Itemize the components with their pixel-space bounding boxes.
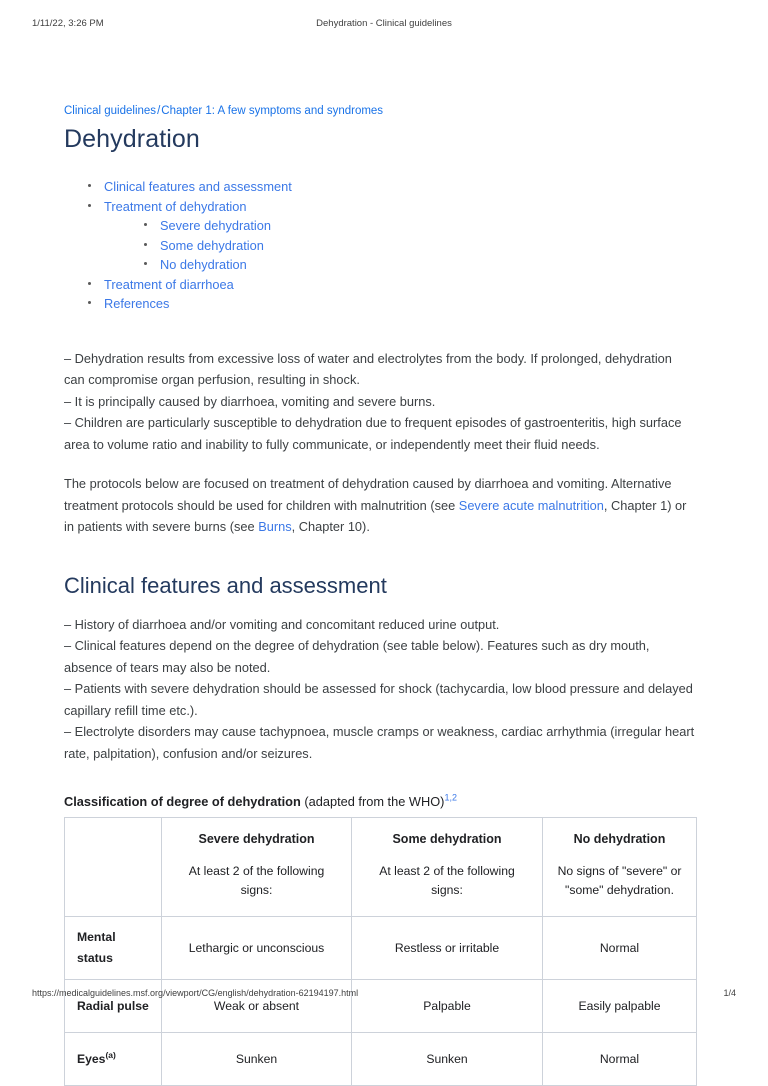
breadcrumb <box>64 104 696 119</box>
bullet-icon <box>88 301 91 304</box>
table-header-none <box>543 818 697 917</box>
clinical-line-2: – Clinical features depend on the degree of dehydration (see table below). Features such as dry mouth, absence of tears may also be noted. <box>64 638 650 675</box>
print-header <box>0 18 768 34</box>
header-title: No dehydration <box>573 832 666 846</box>
toc-item-treatment-of-diarrhoea[interactable] <box>88 275 696 295</box>
table-header-some <box>352 818 543 917</box>
clinical-line-4: – Electrolyte disorders may cause tachypnoea, muscle cramps or weakness, cardiac arrhythmia (irregular heart rate, palpitation), confusion and/or seizures. <box>64 724 695 761</box>
toc-item-no-dehydration[interactable] <box>144 255 696 275</box>
table-row <box>65 1033 697 1086</box>
toc-sublist <box>104 216 696 275</box>
severe-acute-malnutrition-link[interactable]: Severe acute malnutrition <box>458 497 604 513</box>
toc-item-references[interactable] <box>88 294 696 314</box>
table-head <box>65 818 697 917</box>
dehydration-classification-table <box>64 817 697 1086</box>
protocols-text-part-2: , Chapter 1) or in patients with severe burns (see <box>64 497 687 534</box>
header-title: Severe dehydration <box>198 832 315 846</box>
intro-paragraph-group <box>64 348 696 456</box>
header-title: Some dehydration <box>392 832 502 846</box>
table-clip-region <box>64 817 696 1066</box>
cell-severe: Weak or absent <box>162 980 352 1033</box>
protocols-text-part-1: The protocols below are focused on treatment of dehydration caused by diarrhoea and vomiting. Alternative treatment protocols should be used for children with malnutrition (see <box>64 476 672 513</box>
toc-item-treatment-of-dehydration[interactable] <box>88 197 696 275</box>
cell-some: Palpable <box>352 980 543 1033</box>
bullet-icon <box>88 204 91 207</box>
table-caption-normal: (adapted from the WHO) <box>300 794 445 809</box>
table-caption-strong: Classification of degree of dehydration <box>64 794 301 809</box>
toc-item-severe-dehydration[interactable] <box>144 216 696 236</box>
row-label-eyes <box>65 1033 162 1086</box>
clinical-features-paragraph-group <box>64 614 696 765</box>
toc-item-clinical-features[interactable] <box>88 177 696 197</box>
toc-item-some-dehydration[interactable] <box>144 236 696 256</box>
print-timestamp: 1/11/22, 3:26 PM <box>32 18 104 29</box>
toc-link[interactable]: No dehydration <box>160 257 247 272</box>
row-label-text: Eyes <box>77 1051 106 1066</box>
toc-link[interactable]: Clinical features and assessment <box>104 179 292 194</box>
page-title: Dehydration <box>64 125 200 153</box>
bullet-icon <box>88 282 91 285</box>
print-url: https://medicalguidelines.msf.org/viewport/CG/english/dehydration-62194197.html <box>32 988 359 998</box>
intro-line-2: – It is principally caused by diarrhoea, vomiting and severe burns. <box>64 393 436 409</box>
print-document-title: Dehydration - Clinical guidelines <box>316 18 452 29</box>
header-subtitle: No signs of "severe" or "some" dehydration. <box>557 864 682 897</box>
clinical-line-1: – History of diarrhoea and/or vomiting and concomitant reduced urine output. <box>64 616 500 632</box>
cell-none: Easily palpable <box>543 980 697 1033</box>
bullet-icon <box>144 243 147 246</box>
table-header-empty <box>65 818 162 917</box>
toc-link[interactable]: Severe dehydration <box>160 218 271 233</box>
cell-some: Sunken <box>352 1033 543 1086</box>
clinical-line-3: – Patients with severe dehydration should be assessed for shock (tachycardia, low blood pressure and delayed capillary refill time etc.). <box>64 681 693 718</box>
table-row <box>65 917 697 980</box>
section-heading-clinical-features: Clinical features and assessment <box>64 572 387 598</box>
toc-link[interactable]: Treatment of dehydration <box>104 198 247 214</box>
print-page-number: 1/4 <box>723 988 736 998</box>
toc-link[interactable]: References <box>104 296 170 311</box>
table-header-severe <box>162 818 352 917</box>
breadcrumb-chapter-link[interactable]: Chapter 1: A few symptoms and syndromes <box>161 105 384 117</box>
bullet-icon <box>144 223 147 226</box>
footnote-marker-a: (a) <box>105 1049 116 1060</box>
header-subtitle: At least 2 of the following signs: <box>188 864 325 897</box>
cell-none: Normal <box>543 1033 697 1086</box>
cell-some: Restless or irritable <box>352 917 543 980</box>
print-footer <box>0 988 768 1002</box>
table-header-row <box>65 818 697 917</box>
toc-link[interactable]: Treatment of diarrhoea <box>104 276 234 292</box>
row-label-mental-status: Mental status <box>65 917 162 980</box>
protocols-paragraph <box>64 473 696 538</box>
cell-severe: Lethargic or unconscious <box>162 917 352 980</box>
toc-link[interactable]: Some dehydration <box>160 237 264 253</box>
bullet-icon <box>88 184 91 187</box>
cell-severe: Sunken <box>162 1033 352 1086</box>
burns-link[interactable]: Burns <box>258 519 292 534</box>
protocols-text-part-3: , Chapter 10). <box>291 519 370 534</box>
row-label-radial-pulse: Radial pulse <box>65 980 162 1033</box>
page-content <box>64 104 696 1066</box>
reference-superscript-link[interactable]: 1,2 <box>444 792 457 803</box>
protocols-text <box>64 473 696 538</box>
table-caption <box>64 792 696 811</box>
breadcrumb-separator: / <box>157 105 161 117</box>
breadcrumb-root-link[interactable]: Clinical guidelines <box>64 105 157 117</box>
cell-none: Normal <box>543 917 697 980</box>
intro-line-1: – Dehydration results from excessive loss of water and electrolytes from the body. If prolonged, dehydration can compromise organ perfusion, resulting in shock. <box>64 350 672 387</box>
header-subtitle: At least 2 of the following signs: <box>379 864 515 897</box>
table-of-contents <box>64 177 696 314</box>
bullet-icon <box>144 262 147 265</box>
intro-line-3: – Children are particularly susceptible to dehydration due to frequent episodes of gastroenteritis, high surface area to volume ratio and inability to fully communicate, or independently meet their fluid needs. <box>64 415 682 452</box>
